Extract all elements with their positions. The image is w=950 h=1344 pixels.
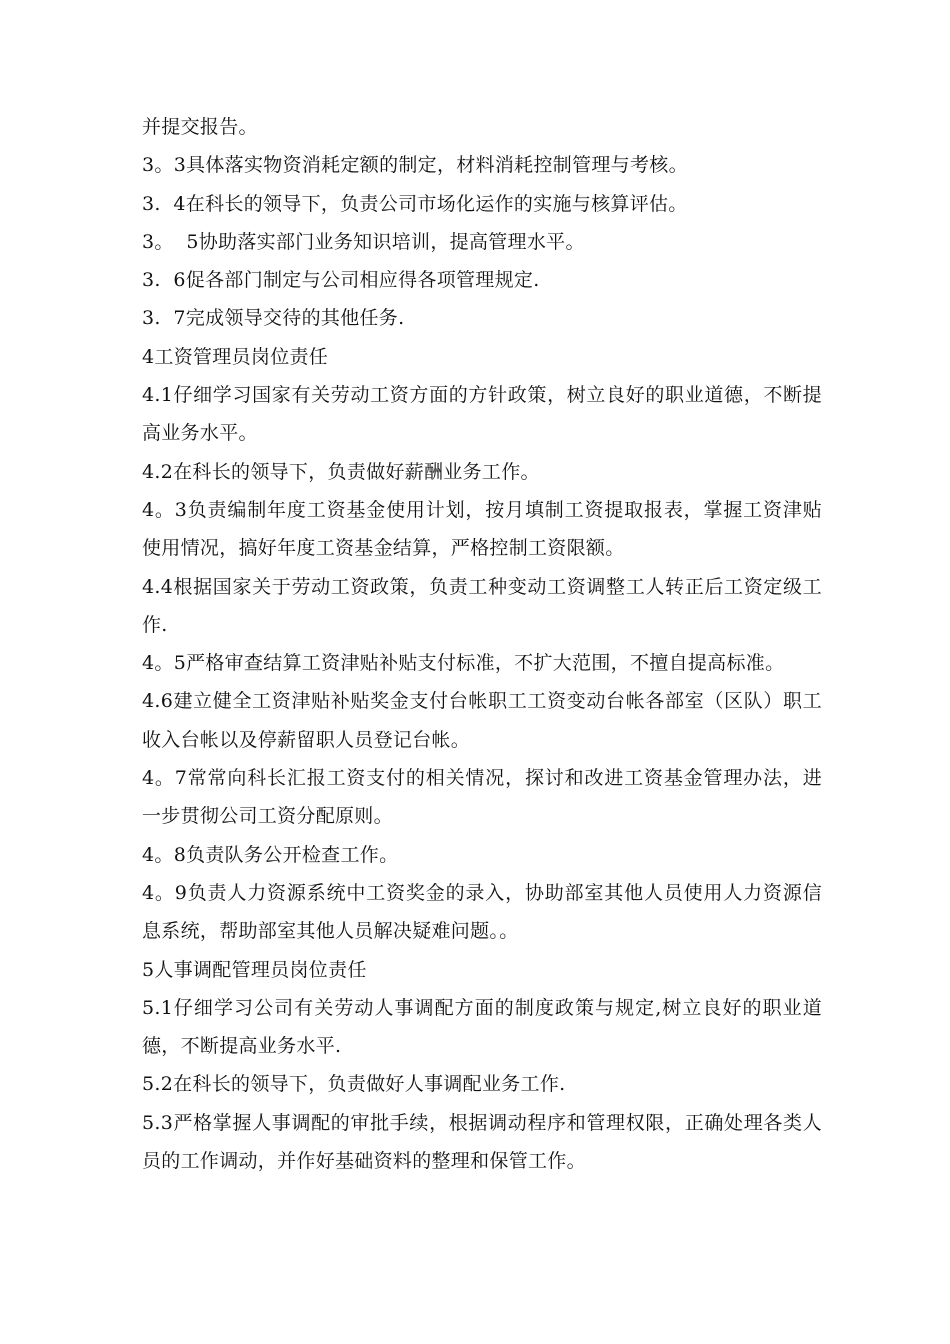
document-page bbox=[142, 108, 822, 1180]
paragraph-4-6: 4.6建立健全工资津贴补贴奖金支付台帐职工工资变动台帐各部室（区队）职工收入台帐以及停薪留职人员登记台帐。 bbox=[142, 690, 822, 751]
paragraph-4-2: 4.2在科长的领导下，负责做好薪酬业务工作。 bbox=[142, 460, 540, 483]
paragraph-continuation: 并提交报告。 bbox=[142, 116, 258, 138]
paragraph-5-2: 5.2在科长的领导下，负责做好人事调配业务工作. bbox=[142, 1073, 566, 1096]
paragraph-4-1: 4.1仔细学习国家有关劳动工资方面的方针政策，树立良好的职业道德，不断提高业务水平。 bbox=[142, 384, 822, 445]
section-heading-5: 5人事调配管理员岗位责任 bbox=[142, 958, 367, 981]
paragraph-4-5: 4。5严格审查结算工资津贴补贴支付标准，不扩大范围，不擅自提高标准。 bbox=[142, 652, 785, 675]
paragraph-4-8: 4。8负责队务公开检查工作。 bbox=[142, 843, 399, 866]
paragraph-3-4: 3. 4在科长的领导下，负责公司市场化运作的实施与核算评估。 bbox=[142, 192, 688, 215]
paragraph-4-4: 4.4根据国家关于劳动工资政策，负责工种变动工资调整工人转正后工资定级工作. bbox=[142, 575, 822, 636]
paragraph-4-7: 4。7常常向科长汇报工资支付的相关情况，探讨和改进工资基金管理办法，进一步贯彻公司工资分配原则。 bbox=[142, 767, 822, 828]
paragraph-5-1: 5.1仔细学习公司有关劳动人事调配方面的制度政策与规定,树立良好的职业道德，不断提高业务水平. bbox=[142, 996, 822, 1058]
paragraph-4-3: 4。3负责编制年度工资基金使用计划，按月填制工资提取报表，掌握工资津贴使用情况，搞好年度工资基金结算，严格控制工资限额。 bbox=[142, 498, 822, 560]
paragraph-3-5: 3。 5协助落实部门业务知识培训，提高管理水平。 bbox=[142, 230, 585, 253]
paragraph-3-7: 3. 7完成领导交待的其他任务. bbox=[142, 307, 405, 330]
paragraph-3-3: 3。3具体落实物资消耗定额的制定，材料消耗控制管理与考核。 bbox=[142, 154, 688, 177]
section-heading-4: 4工资管理员岗位责任 bbox=[142, 345, 329, 368]
paragraph-4-9: 4。9负责人力资源系统中工资奖金的录入，协助部室其他人员使用人力资源信息系统，帮助部室其他人员解决疑难问题。。 bbox=[142, 881, 822, 943]
paragraph-3-6: 3. 6促各部门制定与公司相应得各项管理规定. bbox=[142, 269, 540, 292]
paragraph-5-3: 5.3严格掌握人事调配的审批手续，根据调动程序和管理权限，正确处理各类人员的工作调动，并作好基础资料的整理和保管工作。 bbox=[142, 1111, 822, 1173]
